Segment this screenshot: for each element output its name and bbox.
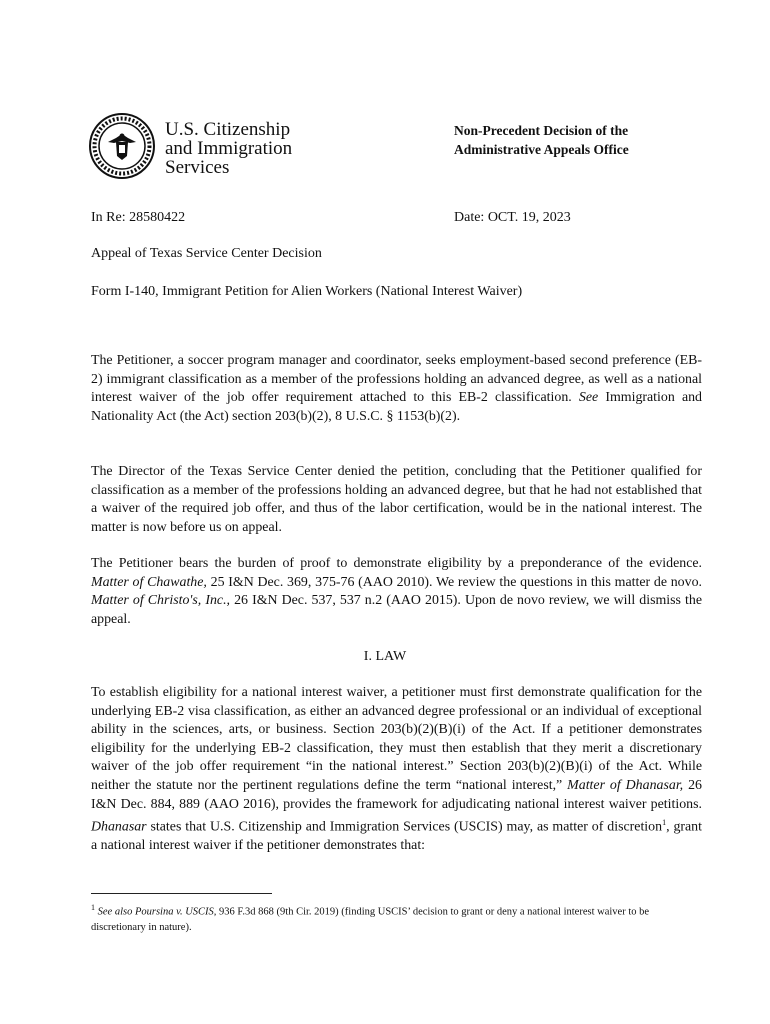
footnote-1: $^1$ See also Poursina v. USCIS, 936 F.3d 868 (9th Cir. 2019) (finding USCIS’ decision to grant or deny a national interest waiver to be discretionary in nature).: [91, 903, 650, 933]
agency-name: [165, 120, 292, 177]
decision-type: [454, 121, 629, 159]
decision-line-2: Administrative Appeals Office: [454, 142, 629, 157]
form-line: Form I-140, Immigrant Petition for Alien Workers (National Interest Waiver): [91, 284, 523, 299]
paragraph-4: To establish eligibility for a national interest waiver, a petitioner must first demonstrate qualification for the underlying EB-2 visa classification, as either an advanced degree professional or an individual of exceptional ability in the sciences, arts, or business. Section 203(b)(2)(B)(i) of the Act. If a petitioner demonstrates eligibility for the underlying EB-2 classification, they must then establish that they merit a discretionary waiver of the job offer requirement “in the national interest.” Section 203(b)(2)(B)(i) of the Act. While neither the statute nor the pertinent regulations define the term “national interest,” Matter of Dhanasar, 26 I&N Dec. 884, 889 (AAO 2016), provides the framework for adjudicating national interest waiver petitions. Dhanasar states that U.S. Citizenship and Immigration Services (USCIS) may, as matter of discretion$^1$, grant a national interest waiver if the petitioner demonstrates that:: [91, 685, 702, 854]
appeal-line: Appeal of Texas Service Center Decision: [91, 246, 322, 261]
footnote-divider: [91, 893, 272, 894]
agency-line-2: and Immigration: [165, 138, 293, 159]
decision-line-1: Non-Precedent Decision of the: [454, 123, 629, 138]
paragraph-2: The Director of the Texas Service Center denied the petition, concluding that the Petitioner qualified for classification as a member of the professions holding an advanced degree, but that he had not established that a waiver of the required job offer, and thus of the labor certification, would be in the national interest. The matter is now before us on appeal.: [91, 464, 702, 535]
paragraph-1: The Petitioner, a soccer program manager and coordinator, seeks employment-based second preference (EB-2) immigrant classification as a member of the professions holding an advanced degree, as well as a national interest waiver of the job offer requirement attached to this EB-2 classification. See Immigration and Nationality Act (the Act) section 203(b)(2), 8 U.S.C. § 1153(b)(2).: [91, 353, 702, 424]
section-heading-law: I. LAW: [363, 649, 407, 664]
agency-line-3: Services: [165, 157, 230, 178]
dhs-seal-icon: [88, 112, 156, 180]
agency-line-1: U.S. Citizenship: [165, 119, 291, 140]
in-re-receipt: In Re: 28580422: [91, 210, 186, 225]
decision-date: Date: OCT. 19, 2023: [454, 210, 571, 225]
footnote-ref[interactable]: 1: [662, 818, 667, 828]
paragraph-3: The Petitioner bears the burden of proof to demonstrate eligibility by a preponderance of the evidence. Matter of Chawathe, 25 I&N Dec. 369, 375-76 (AAO 2010). We review the questions in this matter de novo. Matter of Christo's, Inc., 26 I&N Dec. 537, 537 n.2 (AAO 2015). Upon de novo review, we will dismiss the appeal.: [91, 556, 702, 627]
